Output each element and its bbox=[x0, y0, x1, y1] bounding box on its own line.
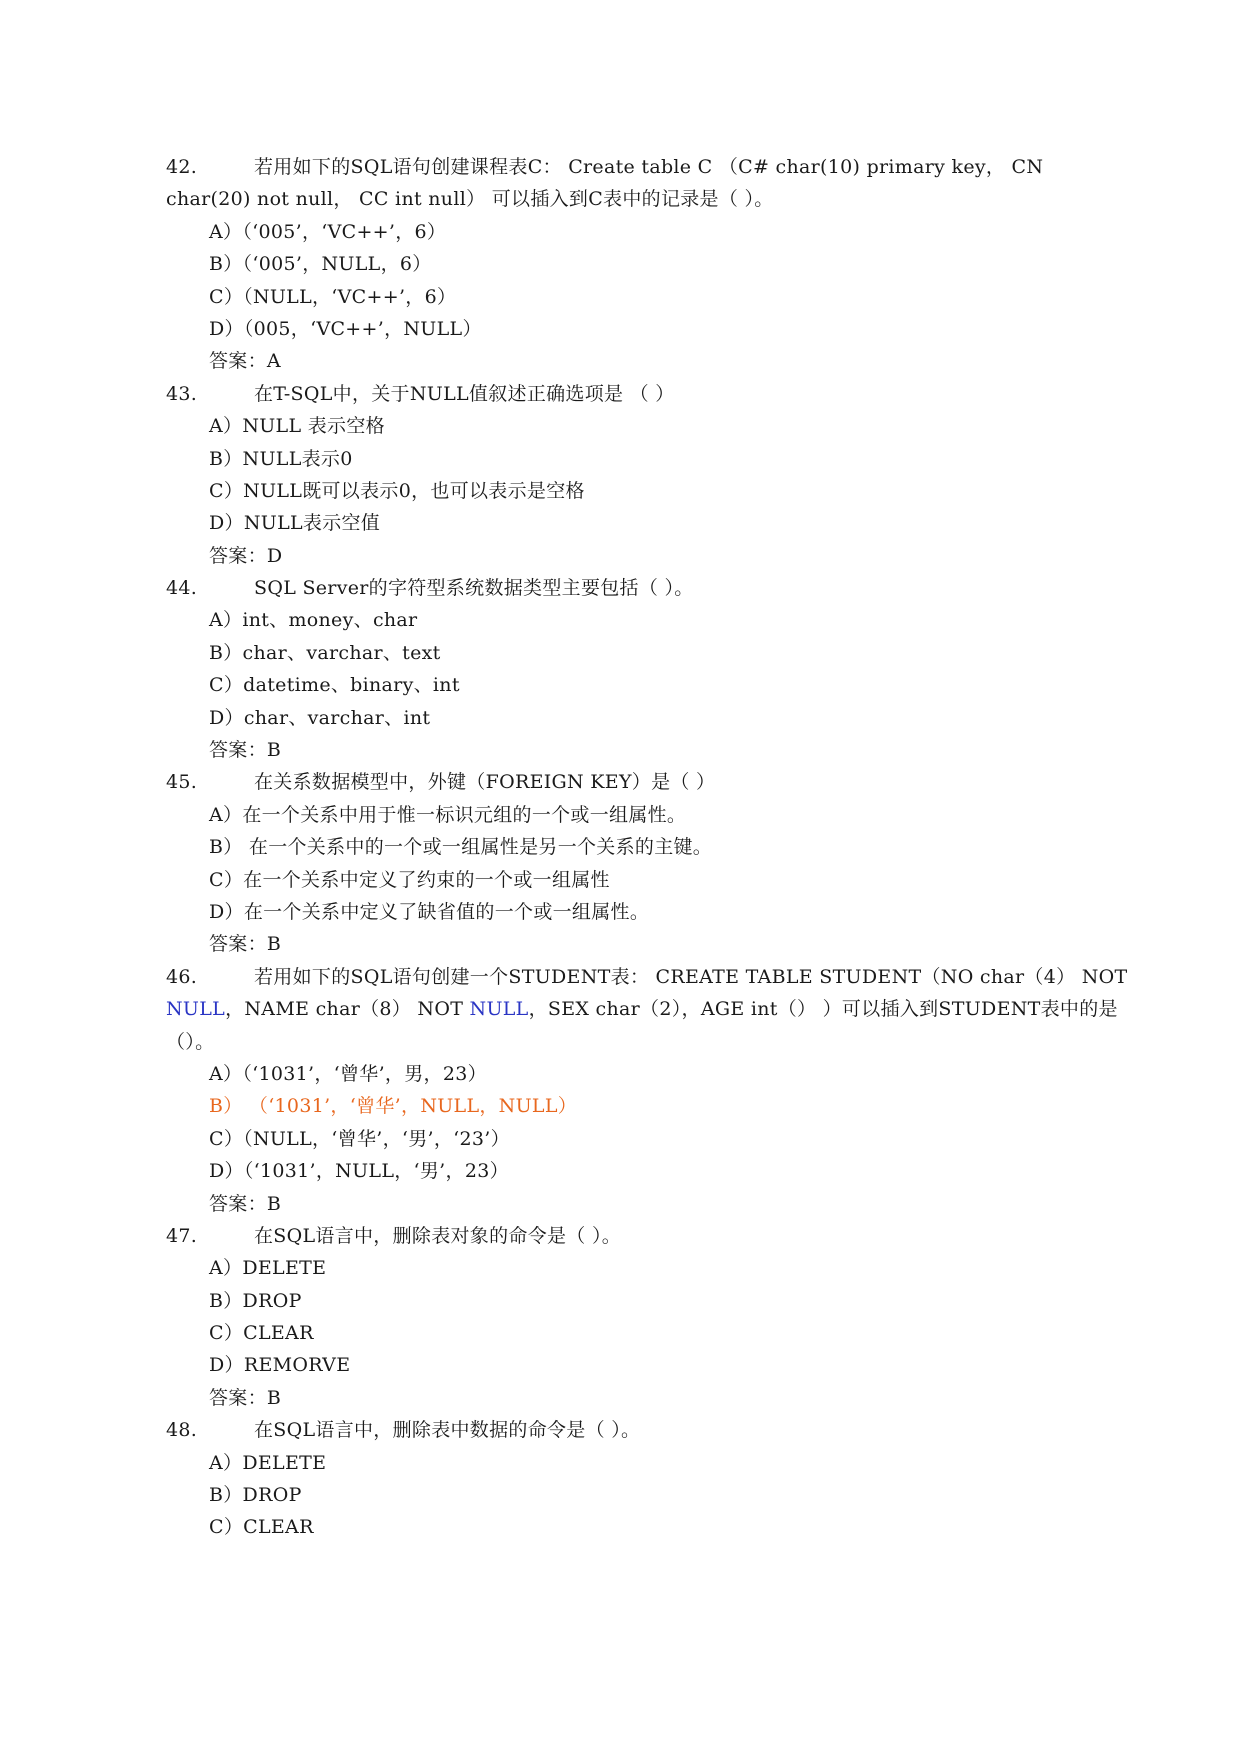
question-text: 在T-SQL中，关于NULL值叙述正确选项是 （ ） bbox=[254, 382, 675, 405]
question-44 bbox=[166, 572, 1106, 604]
option-b: B）char、varchar、text bbox=[209, 641, 441, 664]
answer: 答案：B bbox=[209, 933, 282, 956]
question-number: 47. bbox=[166, 1224, 198, 1247]
option-a: A）DELETE bbox=[209, 1451, 327, 1474]
null-keyword: NULL bbox=[166, 998, 226, 1021]
question-number: 42. bbox=[166, 156, 198, 178]
question-number: 48. bbox=[166, 1419, 198, 1442]
option-b: B） 在一个关系中的一个或一组属性是另一个关系的主键。 bbox=[209, 836, 713, 859]
option-c: C）（NULL，‘曾华’，‘男’，‘23’） bbox=[209, 1127, 510, 1150]
option-c: C）CLEAR bbox=[209, 1516, 314, 1539]
question-43 bbox=[166, 378, 1106, 410]
question-number: 43. bbox=[166, 382, 198, 405]
question-48 bbox=[166, 1414, 1106, 1446]
option-c: C）NULL既可以表示0，也可以表示是空格 bbox=[209, 479, 585, 502]
option-a: A）NULL 表示空格 bbox=[209, 415, 385, 438]
option-d: D）在一个关系中定义了缺省值的一个或一组属性。 bbox=[209, 900, 650, 923]
question-text: 在SQL语言中，删除表对象的命令是（ ）。 bbox=[254, 1224, 622, 1247]
option-c: C）CLEAR bbox=[209, 1322, 314, 1345]
question-text-continued: （）。 bbox=[166, 1030, 215, 1053]
question-45 bbox=[166, 766, 1106, 798]
option-a: A）（‘005’，‘VC++’，6） bbox=[209, 220, 447, 243]
question-text-fragment: ，NAME char（8） NOT bbox=[225, 998, 470, 1021]
option-a: A）在一个关系中用于惟一标识元组的一个或一组属性。 bbox=[209, 803, 687, 826]
null-keyword: NULL bbox=[469, 998, 529, 1021]
option-b-highlighted: B） （‘1031’，‘曾华’，NULL，NULL） bbox=[209, 1095, 578, 1118]
question-list bbox=[166, 151, 1128, 1544]
question-number: 45. bbox=[166, 771, 198, 794]
option-d: D）char、varchar、int bbox=[209, 706, 431, 729]
question-text-fragment: ，SEX char（2），AGE int（） ）可以插入到STUDENT表中的是 bbox=[528, 998, 1118, 1021]
option-a: A）（‘1031’，‘曾华’，男，23） bbox=[209, 1062, 487, 1085]
option-d: D）（005，‘VC++’，NULL） bbox=[209, 317, 482, 340]
question-text: 若用如下的SQL语句创建课程表C： Create table C （C# char(10) primary key， CN bbox=[254, 156, 1044, 178]
question-text: 在关系数据模型中，外键（FOREIGN KEY）是（ ） bbox=[254, 771, 716, 794]
question-text-continued bbox=[166, 993, 1118, 1025]
question-text: 若用如下的SQL语句创建一个STUDENT表： CREATE TABLE STUDENT（NO char（4） NOT bbox=[254, 965, 1128, 988]
answer: 答案：B bbox=[209, 1386, 282, 1409]
question-46 bbox=[166, 961, 1128, 993]
option-a: A）DELETE bbox=[209, 1257, 327, 1280]
option-d: D）（‘1031’，NULL，‘男’，23） bbox=[209, 1160, 509, 1183]
question-text: 在SQL语言中，删除表中数据的命令是（ ）。 bbox=[254, 1419, 641, 1442]
option-b: B）NULL表示0 bbox=[209, 447, 353, 470]
answer: 答案：A bbox=[209, 350, 281, 373]
option-b: B）DROP bbox=[209, 1289, 302, 1312]
option-c: C）（NULL，‘VC++’，6） bbox=[209, 285, 457, 308]
option-c: C）datetime、binary、int bbox=[209, 674, 460, 697]
option-d: D）REMORVE bbox=[209, 1354, 351, 1377]
question-text-continued: char(20) not null， CC int null） 可以插入到C表中的记录是（ ）。 bbox=[166, 188, 774, 211]
option-a: A）int、money、char bbox=[209, 609, 418, 632]
answer: 答案：D bbox=[209, 544, 283, 567]
option-b: B）（‘005’，NULL，6） bbox=[209, 253, 432, 276]
question-47 bbox=[166, 1220, 1106, 1252]
question-number: 46. bbox=[166, 965, 198, 988]
question-42 bbox=[166, 151, 1106, 183]
answer: 答案：B bbox=[209, 1192, 282, 1215]
option-c: C）在一个关系中定义了约束的一个或一组属性 bbox=[209, 868, 610, 891]
option-d: D）NULL表示空值 bbox=[209, 512, 381, 535]
question-number: 44. bbox=[166, 577, 198, 600]
question-text: SQL Server的字符型系统数据类型主要包括（ ）。 bbox=[254, 577, 694, 600]
answer: 答案：B bbox=[209, 739, 282, 762]
option-b: B）DROP bbox=[209, 1484, 302, 1507]
